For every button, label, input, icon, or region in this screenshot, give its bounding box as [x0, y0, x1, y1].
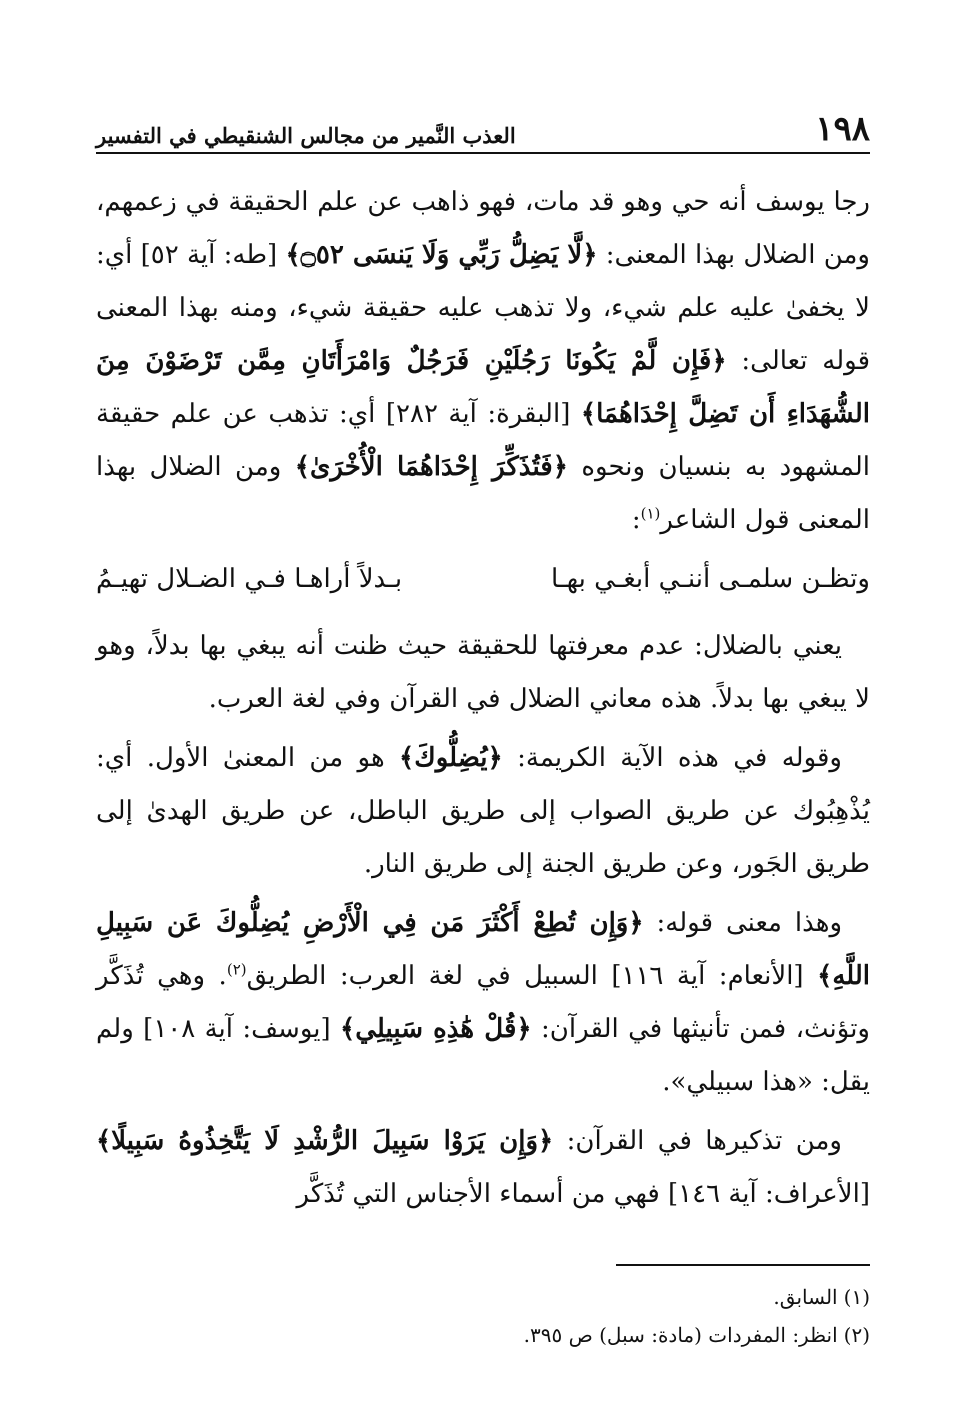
- paragraph-3: [96, 732, 870, 891]
- text-segment: [الأعراف: آية ١٤٦] فهي من أسماء الأجناس التي تُذَكَّر: [296, 1179, 870, 1209]
- text-segment: ومن تذكيرها في القرآن:: [553, 1126, 842, 1156]
- footnote-number: (٢): [843, 1323, 870, 1347]
- running-title: العذب النَّمير من مجالس الشنقيطي في التفسير: [96, 123, 516, 148]
- quran-verse: ﴿فَإِن لَّمْ يَكُونَا رَجُلَيْنِ فَرَجُلٌ وَامْرَأَتَانِ مِمَّن تَرْضَوْنَ مِنَ الشُّهَدَاءِ أَن تَضِلَّ إِحْدَاهُمَا﴾: [96, 346, 870, 429]
- paragraph-4: [96, 897, 870, 1109]
- quran-verse: ﴿وَإِن يَرَوْا سَبِيلَ الرُّشْدِ لَا يَتَّخِذُوهُ سَبِيلًا﴾: [96, 1126, 554, 1156]
- footnote-marker: (١): [640, 504, 661, 523]
- quran-verse: ﴿لَّا يَضِلُّ رَبِّي وَلَا يَنسَى ۝٥٢﴾: [285, 240, 598, 270]
- footnote-text: السابق.: [773, 1285, 838, 1309]
- quran-verse: ﴿قُلْ هَٰذِهِ سَبِيلِي﴾: [340, 1014, 532, 1044]
- paragraph-2: يعني بالضلال: عدم معرفتها للحقيقة حيث ظنت أنه يبغي بها بدلاً، وهو لا يبغي بها بدلاً. هذه معاني الضلال في القرآن وفي لغة العرب.: [96, 631, 870, 714]
- text-segment: . وهي تُذَكَّر وتؤنث، فمن تأنيثها في القرآن:: [96, 961, 870, 1044]
- text-segment: وهذا معنى قوله:: [643, 908, 842, 938]
- text-segment: هو من المعنىٰ الأول. أي: يُذْهِبُوك عن طريق الصواب إلى طريق الباطل، عن طريق الهدىٰ إلى طريق الجَور، وعن طريق الجنة إلى طريق النار.: [96, 743, 870, 879]
- text-segment: رجا يوسف أنه حي وهو قد مات، فهو ذاهب عن علم الحقيقة في زعمهم، ومن الضلال بهذا المعنى:: [96, 187, 870, 270]
- footnote-1: [96, 1278, 870, 1316]
- quran-verse: ﴿وَإِن تُطِعْ أَكْثَرَ مَن فِي الْأَرْضِ يُضِلُّوكَ عَن سَبِيلِ اللَّهِ﴾: [96, 908, 871, 991]
- text-segment: [الأنعام: آية ١١٦] السبيل في لغة العرب: الطريق: [246, 961, 818, 991]
- first-hemistich: وتظـن سلمـى أننـي أبغـي بهـا: [551, 564, 870, 594]
- footnote-number: (١): [843, 1285, 870, 1309]
- page-number: ١٩٨: [815, 109, 870, 149]
- text-segment: ومن الضلال بهذا المعنى قول الشاعر: [96, 452, 870, 535]
- paragraph-1: [96, 176, 870, 547]
- page-header: [96, 104, 870, 154]
- page-body: [96, 176, 870, 1227]
- footnote-marker: (٢): [226, 960, 247, 979]
- text-segment: :: [631, 505, 641, 535]
- footnote-divider: [616, 1264, 870, 1266]
- text-segment: [يوسف: آية ١٠٨] ولم يقل: «هذا سبيلي».: [96, 1014, 870, 1097]
- footnote-text: انظر: المفردات (مادة: سبل) ص ٣٩٥.: [523, 1323, 838, 1347]
- poetry-verse: [96, 553, 870, 606]
- text-segment: [طه: آية ٥٢] أي: لا يخفىٰ عليه علم شيء، ولا تذهب عليه حقيقة شيء، ومنه بهذا المعنى قوله تعالى:: [96, 240, 871, 376]
- footnote-2: [96, 1316, 870, 1354]
- text-segment: وقوله في هذه الآية الكريمة:: [502, 743, 842, 773]
- paragraph-5: [96, 1115, 870, 1221]
- footnotes: [96, 1278, 870, 1354]
- quran-verse: ﴿يُضِلُّوكَ﴾: [399, 743, 503, 773]
- second-hemistich: بـدلاً أراهـا فـي الضـلال تهيـمُ: [96, 564, 403, 594]
- quran-verse: ﴿فَتُذَكِّرَ إِحْدَاهُمَا الْأُخْرَىٰ﴾: [294, 452, 568, 482]
- text-segment: [البقرة: آية ٢٨٢] أي: تذهب عن علم حقيقة المشهود به بنسيان ونحوه: [96, 399, 870, 482]
